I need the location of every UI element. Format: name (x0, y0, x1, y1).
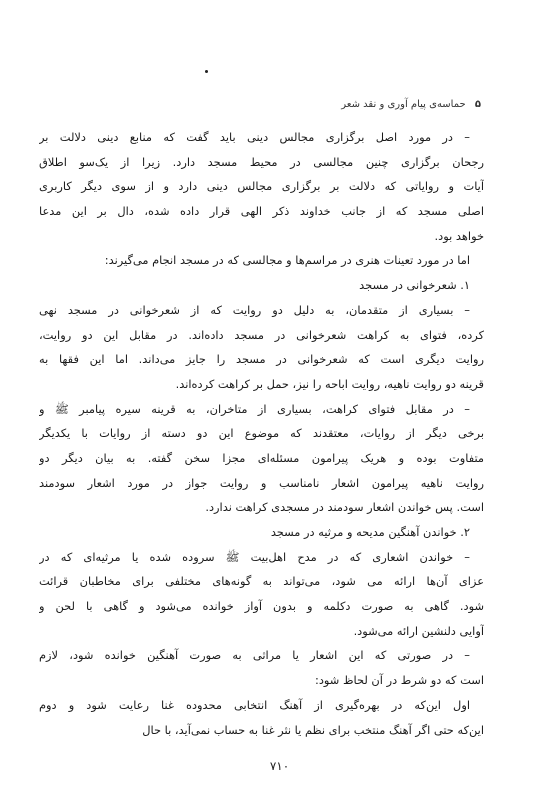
text-line: – خواندن اشعاری که در مدح اهل‌بیت ﷺ سروده شده یا مرثیه‌ای که در (39, 549, 470, 564)
text-line: کرده، فتوای به کراهت شعرخوانی در مسجد داده‌اند. در مقابل این دو روایت، (39, 327, 484, 342)
header-marker: ۵ (474, 99, 481, 110)
text-line: شود. گاهی به صورت دکلمه و بدون آواز خوانده می‌شود و گاهی با لحن و (39, 599, 484, 614)
section-heading: ۲. خواندن آهنگین مدیحه و مرثیه در مسجد (270, 525, 470, 539)
page-dot-mark (205, 70, 208, 73)
text-line: اصلی مسجد که از جانب خداوند ذکر الهی قرار داده شده، دال بر این مدعا (39, 204, 484, 219)
text-line: متفاوت بوده و هریک پیرامون مسئله‌ای مجزا سخن گفته. به بیان دیگر دو (39, 450, 484, 465)
text-line: – در مقابل فتوای کراهت، بسیاری از متاخران، به قرینه سیره پیامبر ﷺ و (39, 401, 470, 416)
text-line: – در مورد اصل برگزاری مجالس دینی باید گفت که منابع دینی دلالت بر (39, 130, 470, 144)
text-line: عزای آن‌ها ارائه می شود، می‌تواند به گونه‌های مختلفی برای مخاطبان قرائت (39, 574, 484, 589)
body-text (39, 125, 484, 742)
text-line: است که دو شرط در آن لحاظ شود: (315, 673, 484, 688)
text-line: است. پس خواندن اشعار سودمند در مسجدی کراهت ندارد. (205, 500, 484, 515)
text-line: رجحان برگزاری چنین مجالسی در محیط مسجد دارد. زیرا از یک‌سو اطلاق (39, 154, 484, 169)
text-line: اول این‌که در بهره‌گیری از آهنگ انتخابی محدوده غنا رعایت شود و دوم (39, 697, 470, 712)
text-line: برخی دیگر از روایات، معتقدند که موضوع این دو دسته از روایات با یکدیگر (39, 426, 484, 441)
text-line: خواهد بود. (434, 228, 484, 243)
page-number: ۷۱۰ (269, 759, 290, 773)
text-line: – بسیاری از متقدمان، به دلیل دو روایت که از شعرخوانی در مسجد نهی (39, 302, 470, 317)
text-line: اما در مورد تعینات هنری در مراسم‌ها و مجالسی که در مسجد انجام می‌گیرند: (104, 253, 470, 268)
text-line: این‌که حتی اگر آهنگ منتخب برای نظم یا نثر غنا به حساب نمی‌آید، با حال (142, 722, 484, 737)
section-heading: ۱. شعرخوانی در مسجد (359, 278, 470, 293)
text-line: روایت ناهیه پیرامون اشعار نامناسب و روایت جواز در مورد اشعار سودمند (39, 475, 484, 490)
header-title: حماسه‌ی پیام آوری و نقد شعر (341, 99, 466, 110)
text-line: روایت دیگری است که شعرخوانی در مسجد را جایز می‌داند. اما این فقها به (39, 352, 484, 367)
text-line: قرینه دو روایت ناهیه، روایت اباحه را نیز، حمل بر کراهت کرده‌اند. (175, 376, 484, 391)
running-header (341, 99, 481, 110)
text-line: – در صورتی که این اشعار یا مراثی به صورت آهنگین خوانده شود، لازم (39, 648, 470, 663)
text-line: آوایی دلنشین ارائه می‌شود. (353, 623, 484, 638)
text-line: آیات و روایاتی که دلالت بر برگزاری مجالس دینی دارد و از سوی دیگر کاربری (39, 179, 484, 194)
